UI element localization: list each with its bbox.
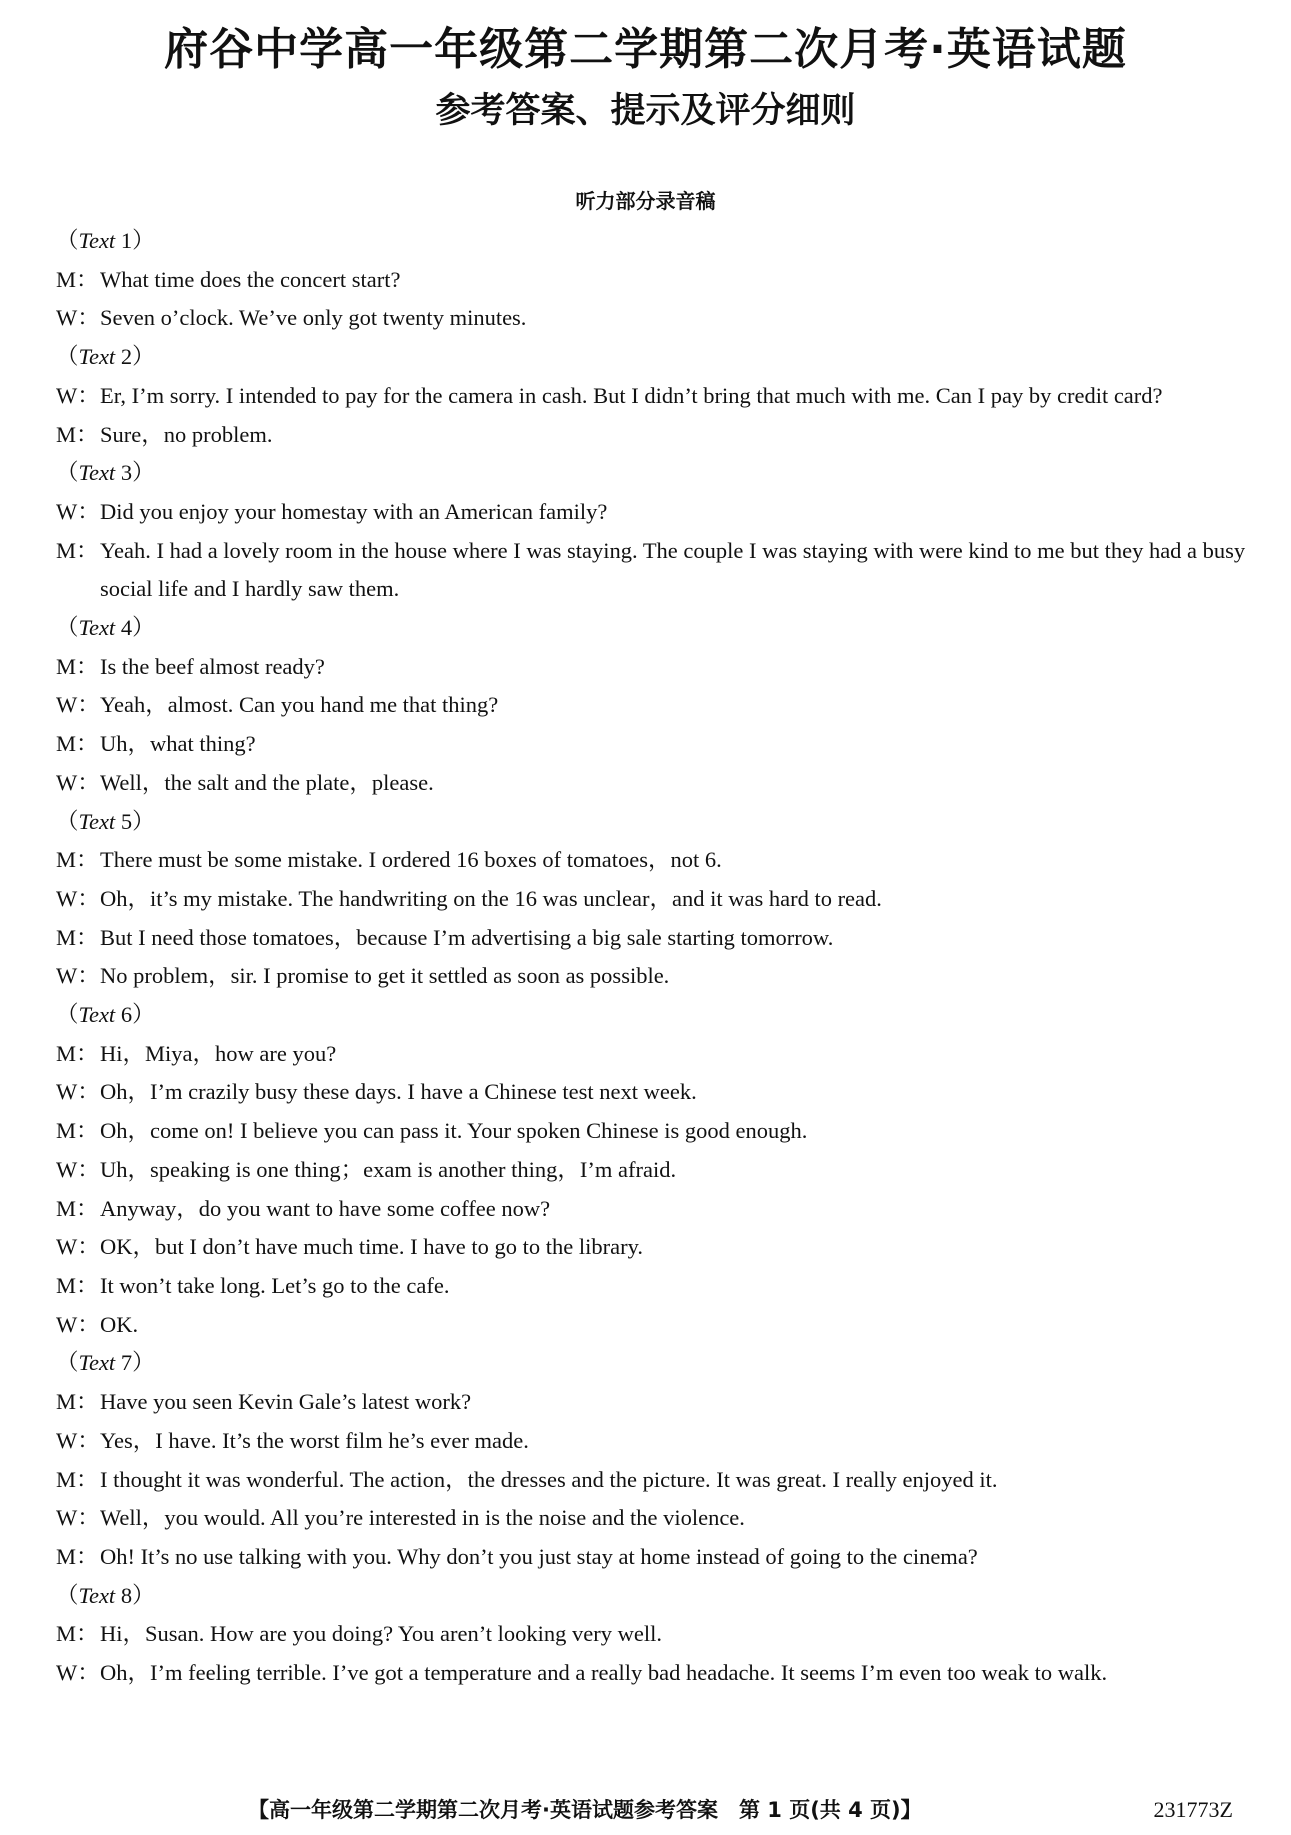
dialogue-text: Uh，speaking is one thing；exam is another thing，I’m afraid. <box>100 1156 677 1182</box>
dialogue-line <box>56 261 1246 300</box>
text-header <box>56 454 1246 493</box>
dialogue-text: Is the beef almost ready? <box>100 653 325 679</box>
dialogue-text: Oh，it’s my mistake. The handwriting on the 16 was unclear，and it was hard to read. <box>100 885 882 911</box>
speaker-label: M： <box>56 1466 99 1492</box>
dialogue-text: I thought it was wonderful. The action，the dresses and the picture. It was great. I really enjoyed it. <box>100 1466 998 1492</box>
speaker-label: M： <box>56 653 99 679</box>
dialogue-text: Oh! It’s no use talking with you. Why don’t you just stay at home instead of going to the cinema? <box>100 1543 978 1569</box>
dialogue-text: But I need those tomatoes，because I’m advertising a big sale starting tomorrow. <box>100 924 834 950</box>
speaker-label: W： <box>56 382 100 408</box>
speaker-label: M： <box>56 537 99 563</box>
dialogue-line <box>56 880 1246 919</box>
speaker-label: W： <box>56 305 100 331</box>
dialogue-line <box>56 1654 1246 1693</box>
dialogue-line <box>56 1073 1246 1112</box>
dialogue-line <box>56 1383 1246 1422</box>
speaker-label: M： <box>56 847 99 873</box>
dialogue-line <box>56 725 1246 764</box>
dialogue-line <box>56 957 1246 996</box>
text-header-open: （ <box>56 808 79 834</box>
speaker-label: M： <box>56 1389 99 1415</box>
text-header-number: 5） <box>115 808 155 834</box>
dialogue-text: Hi，Miya，how are you? <box>100 1040 337 1066</box>
dialogue-text: Er, I’m sorry. I intended to pay for the camera in cash. But I didn’t bring that much with me. Can I pay by credit card? <box>100 382 1163 408</box>
page-footer <box>0 1795 1291 1825</box>
text-header-open: （ <box>56 1002 79 1028</box>
text-header-open: （ <box>56 1582 79 1608</box>
dialogue-text: Well，you would. All you’re interested in is the noise and the violence. <box>100 1505 745 1531</box>
dialogue-line <box>56 1112 1246 1151</box>
speaker-label: M： <box>56 266 99 292</box>
speaker-label: W： <box>56 1079 100 1105</box>
footer-code: 231773Z <box>1153 1797 1233 1822</box>
speaker-label: W： <box>56 498 100 524</box>
dialogue-text: Seven o’clock. We’ve only got twenty minutes. <box>100 305 527 331</box>
dialogue-text: Anyway，do you want to have some coffee now? <box>100 1195 551 1221</box>
text-header-number: 6） <box>115 1002 155 1028</box>
dialogue-text: Uh，what thing? <box>100 731 256 757</box>
text-header-label: Text <box>78 1582 116 1608</box>
speaker-label: M： <box>56 924 99 950</box>
dialogue-line <box>56 764 1246 803</box>
dialogue-line <box>56 1306 1246 1345</box>
dialogue-line <box>56 493 1246 532</box>
dialogue-line <box>56 299 1246 338</box>
text-header-open: （ <box>56 344 79 370</box>
dialogue-text: Yeah. I had a lovely room in the house where I was staying. The couple I was staying with were kind to me but they had a busy social life and I hardly saw them. <box>100 537 1246 602</box>
speaker-label: W： <box>56 1660 100 1686</box>
speaker-label: W： <box>56 769 100 795</box>
text-header <box>56 1344 1246 1383</box>
text-header-label: Text <box>78 460 116 486</box>
text-header <box>56 803 1246 842</box>
text-header-open: （ <box>56 228 79 253</box>
text-header <box>56 222 1246 261</box>
text-header-label: Text <box>78 1350 116 1376</box>
dialogue-line <box>56 919 1246 958</box>
speaker-label: W： <box>56 1234 100 1260</box>
speaker-label: M： <box>56 1272 99 1298</box>
dialogue-line <box>56 1035 1246 1074</box>
text-header-open: （ <box>56 615 79 641</box>
dialogue-line <box>56 648 1246 687</box>
text-header <box>56 609 1246 648</box>
dialogue-text: Oh，I’m feeling terrible. I’ve got a temperature and a really bad headache. It seems I’m even too weak to walk. <box>100 1660 1108 1686</box>
dialogue-line <box>56 532 1246 609</box>
dialogue-line <box>56 1267 1246 1306</box>
dialogue-line <box>56 377 1246 416</box>
dialogue-text: It won’t take long. Let’s go to the cafe. <box>100 1272 450 1298</box>
speaker-label: M： <box>56 1040 99 1066</box>
dialogue-text: Yes，I have. It’s the worst film he’s ever made. <box>100 1427 529 1453</box>
speaker-label: W： <box>56 885 100 911</box>
speaker-label: M： <box>56 1195 99 1221</box>
text-header-number: 2） <box>115 344 155 370</box>
dialogue-line <box>56 1228 1246 1267</box>
text-header-label: Text <box>78 228 116 253</box>
dialogue-line <box>56 1499 1246 1538</box>
dialogue-text: No problem，sir. I promise to get it settled as soon as possible. <box>100 963 670 989</box>
speaker-label: M： <box>56 421 99 447</box>
text-header-number: 7） <box>115 1350 155 1376</box>
dialogue-text: Hi，Susan. How are you doing? You aren’t looking very well. <box>100 1621 663 1647</box>
speaker-label: W： <box>56 692 100 718</box>
dialogue-line <box>56 1615 1246 1654</box>
dialogue-line <box>56 416 1246 455</box>
document-title: 府谷中学高一年级第二学期第二次月考·英语试题 <box>164 24 1127 75</box>
text-header-number: 8） <box>115 1582 155 1608</box>
text-header-label: Text <box>78 615 116 641</box>
dialogue-text: Have you seen Kevin Gale’s latest work? <box>100 1389 472 1415</box>
text-header <box>56 1577 1246 1616</box>
text-header-label: Text <box>78 344 116 370</box>
speaker-label: W： <box>56 1311 100 1337</box>
text-header-open: （ <box>56 460 79 486</box>
dialogue-text: OK. <box>100 1311 139 1337</box>
section-title: 听力部分录音稿 <box>575 189 716 213</box>
dialogue-line <box>56 841 1246 880</box>
dialogue-text: Sure，no problem. <box>100 421 273 447</box>
text-header-number: 1） <box>115 228 155 253</box>
speaker-label: M： <box>56 1543 99 1569</box>
text-header-number: 3） <box>115 460 155 486</box>
dialogue-line <box>56 1538 1246 1577</box>
dialogue-line <box>56 686 1246 725</box>
text-header-number: 4） <box>115 615 155 641</box>
dialogue-text: What time does the concert start? <box>100 266 401 292</box>
text-header-label: Text <box>78 808 116 834</box>
dialogue-line <box>56 1190 1246 1229</box>
speaker-label: W： <box>56 1427 100 1453</box>
speaker-label: W： <box>56 1505 100 1531</box>
dialogue-text: There must be some mistake. I ordered 16 boxes of tomatoes，not 6. <box>100 847 722 873</box>
dialogue-text: Oh，come on! I believe you can pass it. Your spoken Chinese is good enough. <box>100 1118 808 1144</box>
text-header-open: （ <box>56 1350 79 1376</box>
speaker-label: M： <box>56 1621 99 1647</box>
dialogue-text: Well，the salt and the plate，please. <box>100 769 434 795</box>
dialogue-text: Did you enjoy your homestay with an American family? <box>100 498 608 524</box>
text-header <box>56 338 1246 377</box>
speaker-label: W： <box>56 963 100 989</box>
dialogue-text: Yeah，almost. Can you hand me that thing? <box>100 692 499 718</box>
dialogue-line <box>56 1461 1246 1500</box>
speaker-label: M： <box>56 1118 99 1144</box>
dialogue-text: Oh，I’m crazily busy these days. I have a Chinese test next week. <box>100 1079 697 1105</box>
speaker-label: W： <box>56 1156 100 1182</box>
document-subtitle: 参考答案、提示及评分细则 <box>435 91 856 131</box>
dialogue-text: OK，but I don’t have much time. I have to go to the library. <box>100 1234 643 1260</box>
speaker-label: M： <box>56 731 99 757</box>
dialogue-line <box>56 1151 1246 1190</box>
listening-transcript <box>56 222 1246 1693</box>
footer-page-info: 【高一年级第二学期第二次月考·英语试题参考答案 第 1 页(共 4 页)】 <box>248 1798 922 1822</box>
dialogue-line <box>56 1422 1246 1461</box>
text-header-label: Text <box>78 1002 116 1028</box>
text-header <box>56 996 1246 1035</box>
